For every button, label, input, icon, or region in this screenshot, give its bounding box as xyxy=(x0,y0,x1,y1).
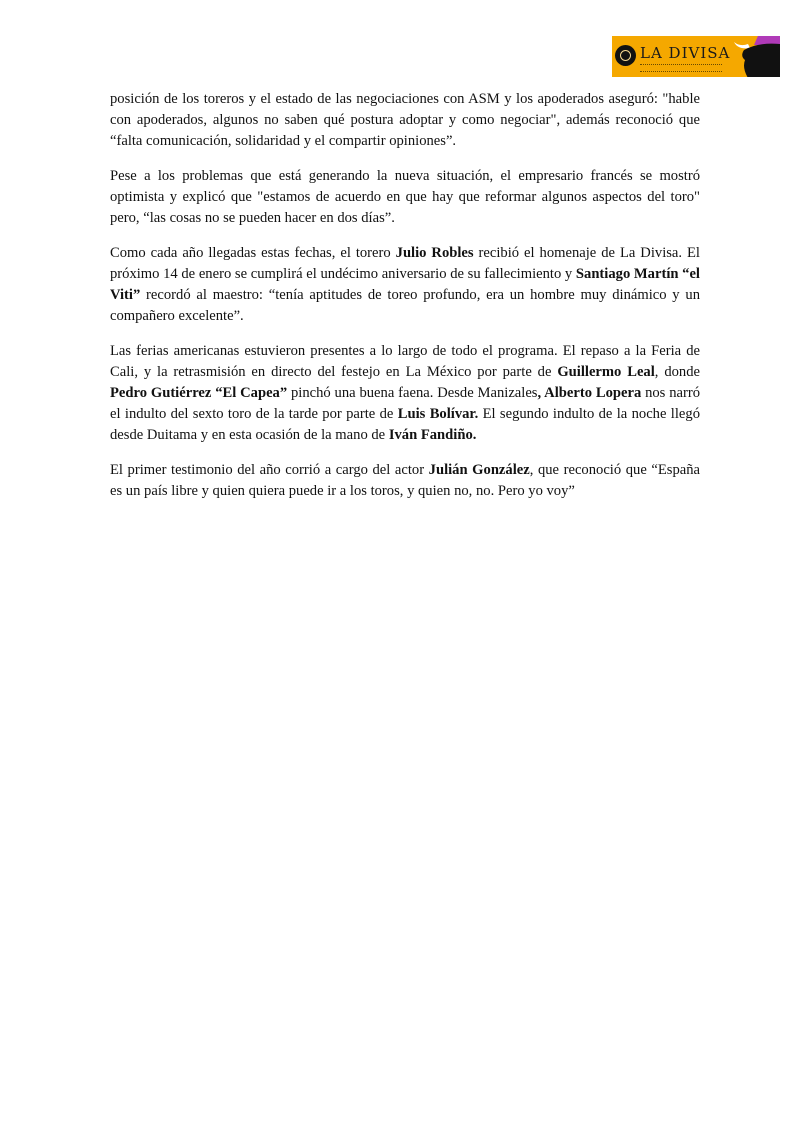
bold-name: Iván Fandiño. xyxy=(388,427,477,443)
text-run: posición de los toreros y el estado de las negociaciones con ASM y los apoderados aseguró: "hable con apoderados, algunos no saben qué postura adoptar y como negociar", además reconoció que “falta comunicación, solidaridad y el compartir opiniones”. xyxy=(110,91,700,149)
bold-name: Julián González xyxy=(428,462,530,478)
bull-icon xyxy=(728,38,780,77)
article-body xyxy=(110,89,700,516)
la-divisa-logo xyxy=(612,36,780,77)
logo-subtitle xyxy=(640,64,722,72)
bold-name: Santiago Martín “el Viti” xyxy=(110,266,700,303)
crest-icon xyxy=(615,45,636,66)
text-run: pinchó una buena faena. Desde Manizales xyxy=(287,385,538,401)
bold-name: Pedro Gutiérrez “El Capea” xyxy=(110,385,288,401)
paragraph xyxy=(110,166,700,229)
text-run: El segundo indulto de la noche llegó desde Duitama y en esta ocasión de la mano de xyxy=(110,406,700,443)
text-run: recordó al maestro: “tenía aptitudes de toreo profundo, era un hombre muy dinámico y un compañero excelente”. xyxy=(110,287,700,324)
paragraph xyxy=(110,243,700,327)
paragraph xyxy=(110,89,700,152)
text-run: Las ferias americanas estuvieron presentes a lo largo de todo el programa. El repaso a la Feria de Cali, y la retrasmisión en directo del festejo en La México por parte de xyxy=(110,343,700,380)
logo-title: LA DIVISA xyxy=(640,44,731,62)
text-run: Pese a los problemas que está generando la nueva situación, el empresario francés se mostró optimista y explicó que "estamos de acuerdo en que hay que reformar algunos aspectos del toro" pero, “las cosas no se pueden hacer en dos días”. xyxy=(110,168,700,226)
text-run: recibió el homenaje de La Divisa. El próximo 14 de enero se cumplirá el undécimo aniversario de su fallecimiento y xyxy=(110,245,700,282)
text-run: nos narró el indulto del sexto toro de la tarde por parte de xyxy=(110,385,700,422)
paragraph xyxy=(110,460,700,502)
paragraph xyxy=(110,341,700,446)
bold-name: Julio Robles xyxy=(395,245,474,261)
text-run: , donde xyxy=(654,364,700,380)
text-run: Como cada año llegadas estas fechas, el torero xyxy=(110,245,396,261)
text-run: El primer testimonio del año corrió a cargo del actor xyxy=(110,462,429,478)
bold-name: , Alberto Lopera xyxy=(537,385,642,401)
bold-name: Guillermo Leal xyxy=(557,364,655,380)
bold-name: Luis Bolívar. xyxy=(397,406,479,422)
text-run: , que reconoció que “España es un país libre y quien quiera puede ir a los toros, y quien no, no. Pero yo voy” xyxy=(110,462,700,499)
